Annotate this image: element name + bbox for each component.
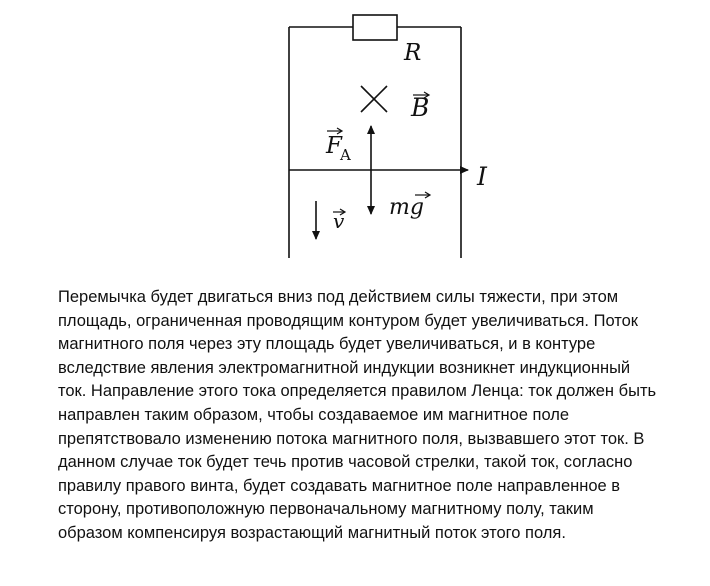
paragraph-line: препятствовало изменению потока магнитного поля, вызвавшего этот ток. В <box>58 429 645 448</box>
paragraph-line: правилу правого винта, будет создавать магнитное поле направленное в <box>58 476 621 495</box>
paragraph-line: ток. Направление этого тока определяется правилом Ленца: ток должен быть <box>58 382 657 401</box>
gravity-label: mg <box>389 195 424 220</box>
circuit-frame <box>289 27 461 258</box>
paragraph-line: сторону, противоположную первоначальному магнитному полу, таким <box>58 500 594 519</box>
physics-diagram <box>0 0 710 270</box>
paragraph-line: площадь, ограниченная проводящим контуром будет увеличиваться. Поток <box>58 311 639 330</box>
field-label: B <box>411 93 430 122</box>
velocity-label: v <box>333 209 345 233</box>
ampere-force-subscript: A <box>340 146 351 164</box>
resistor <box>353 15 397 40</box>
current-label: I <box>477 162 487 191</box>
ampere-force-label: F <box>326 133 342 159</box>
paragraph-line: данном случае ток будет течь против часовой стрелки, такой ток, согласно <box>58 453 633 472</box>
paragraph-line: Перемычка будет двигаться вниз под действием силы тяжести, при этом <box>58 288 619 306</box>
paragraph-line: направлен таким образом, чтобы создаваемое им магнитное поле <box>58 405 570 424</box>
paragraph-line: магнитного поля через эту площадь будет увеличиваться, и в контуре <box>58 335 596 354</box>
paragraph-line: образом компенсируя возрастающий магнитный поток этого поля. <box>58 523 566 542</box>
paragraph-line: вследствие явления электромагнитной индукции возникнет индукционный <box>58 358 631 377</box>
explanation-paragraph <box>58 286 688 546</box>
resistor-label: R <box>404 40 422 66</box>
field-cross-icon <box>361 86 387 112</box>
